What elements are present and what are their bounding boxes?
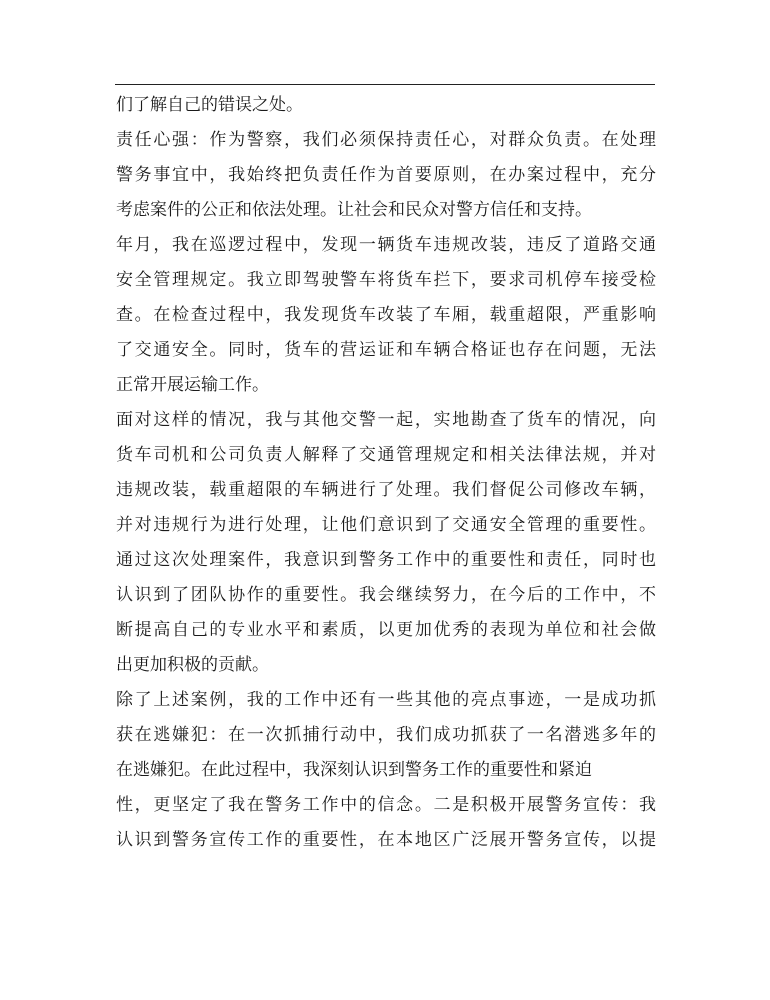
text-line: 认识到了团队协作的重要性。我会继续努力，在今后的工作中，不 bbox=[116, 585, 656, 605]
text-line: 除了上述案例，我的工作中还有一些其他的亮点事迹，一是成功抓 bbox=[116, 690, 656, 710]
text-line: 断提高自己的专业水平和素质，以更加优秀的表现为单位和社会做 bbox=[116, 620, 656, 640]
text-line: 获在逃嫌犯：在一次抓捕行动中，我们成功抓获了一名潜逃多年的 bbox=[116, 725, 656, 745]
text-line: 责任心强：作为警察，我们必须保持责任心，对群众负责。在处理 bbox=[116, 130, 656, 150]
text-line: 在逃嫌犯。在此过程中，我深刻认识到警务工作的重要性和紧迫 bbox=[116, 760, 592, 780]
text-line: 并对违规行为进行处理，让他们意识到了交通安全管理的重要性。 bbox=[116, 515, 656, 535]
text-line: 通过这次处理案件，我意识到警务工作中的重要性和责任，同时也 bbox=[116, 550, 656, 570]
text-line: 性，更坚定了我在警务工作中的信念。二是积极开展警务宣传：我 bbox=[116, 795, 656, 815]
text-line: 出更加积极的贡献。 bbox=[116, 655, 269, 675]
text-line: 安全管理规定。我立即驾驶警车将货车拦下，要求司机停车接受检 bbox=[116, 270, 656, 290]
text-line: 违规改装，载重超限的车辆进行了处理。我们督促公司修改车辆， bbox=[116, 480, 656, 500]
text-line: 了交通安全。同时，货车的营运证和车辆合格证也存在问题，无法 bbox=[116, 340, 656, 360]
text-line: 年月，我在巡逻过程中，发现一辆货车违规改装，违反了道路交通 bbox=[116, 235, 656, 255]
text-line: 正常开展运输工作。 bbox=[116, 375, 269, 395]
text-line: 货车司机和公司负责人解释了交通管理规定和相关法律法规，并对 bbox=[116, 445, 656, 465]
text-line: 们了解自己的错误之处。 bbox=[116, 95, 303, 115]
header-rule bbox=[115, 84, 655, 85]
text-line: 警务事宜中，我始终把负责任作为首要原则，在办案过程中，充分 bbox=[116, 165, 656, 185]
text-line: 考虑案件的公正和依法处理。让社会和民众对警方信任和支持。 bbox=[116, 200, 592, 220]
text-line: 查。在检查过程中，我发现货车改装了车厢，载重超限，严重影响 bbox=[116, 305, 656, 325]
document-body bbox=[116, 88, 656, 858]
text-line: 认识到警务宣传工作的重要性，在本地区广泛展开警务宣传，以提 bbox=[116, 830, 656, 850]
text-line: 面对这样的情况，我与其他交警一起，实地勘查了货车的情况，向 bbox=[116, 410, 656, 430]
